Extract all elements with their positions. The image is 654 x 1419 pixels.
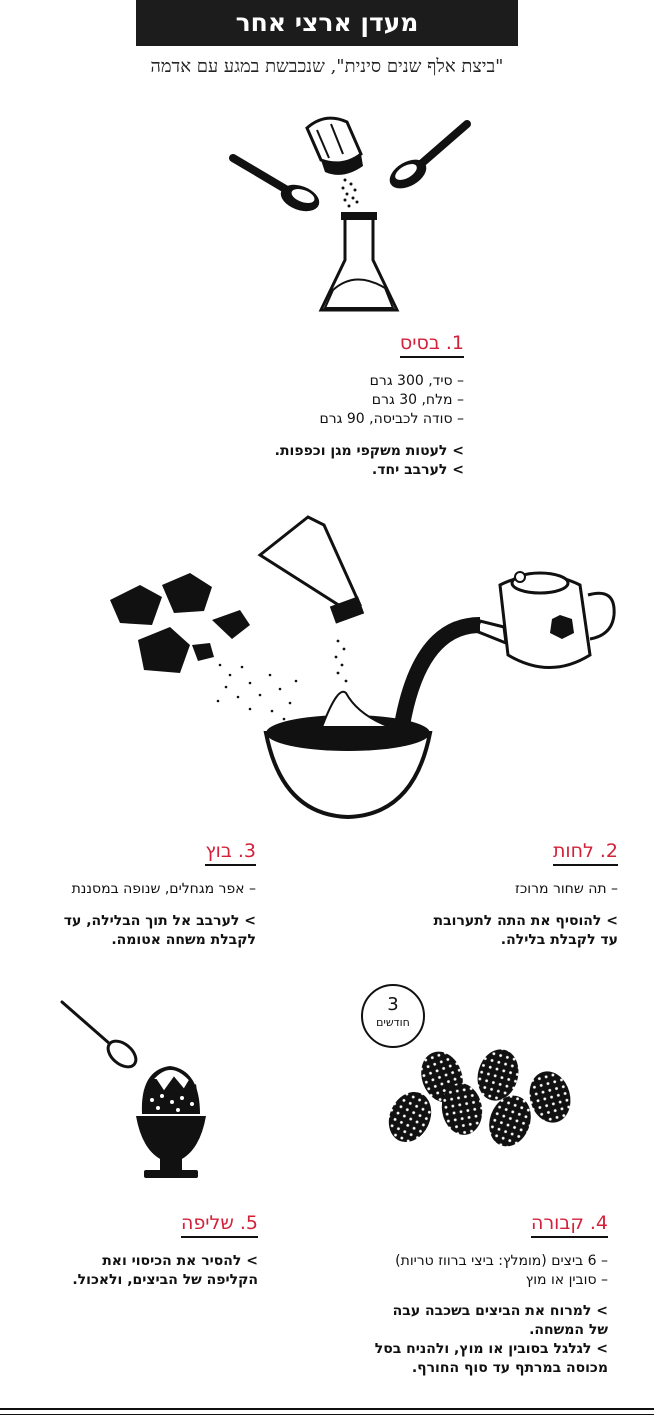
section-burial-steps bbox=[375, 1302, 608, 1378]
section-moisture-steps bbox=[434, 912, 618, 950]
step-line: הקליפה של הביצים, ולאכול. bbox=[72, 1272, 258, 1288]
egg-cup-icon bbox=[136, 1066, 206, 1178]
step-line: > להוסיף את התה לתערובת bbox=[433, 913, 618, 929]
ash-dust bbox=[217, 664, 298, 721]
section-mud-ingredients bbox=[72, 880, 256, 899]
section-base-title: 1. בסיס bbox=[400, 332, 464, 358]
step-line: > לערבב יחד. bbox=[371, 462, 464, 478]
ingredient-line: – סודה לכביסה, 90 גרם bbox=[319, 411, 464, 427]
section-burial-ingredients bbox=[395, 1252, 608, 1290]
bottom-divider bbox=[0, 1414, 654, 1415]
section-base-steps bbox=[275, 442, 464, 480]
spoon-icon bbox=[62, 1002, 141, 1072]
page-title: מעדן ארצי אחר bbox=[136, 0, 518, 46]
bottom-divider bbox=[0, 1408, 654, 1410]
page-subtitle: "ביצת אלף שנים סינית", שנכבשת במגע עם אדמה bbox=[150, 56, 504, 77]
ingredient-line: – סיד, 300 גרם bbox=[369, 373, 464, 389]
ingredient-line: – מלח, 30 גרם bbox=[371, 392, 464, 408]
mix-illustration bbox=[100, 515, 620, 825]
duration-badge bbox=[361, 984, 425, 1048]
teapot-icon bbox=[402, 572, 614, 725]
duration-number: 3 bbox=[387, 994, 399, 1015]
section-moisture-ingredients bbox=[515, 880, 618, 899]
step-line: של המשחה. bbox=[529, 1322, 608, 1338]
section-burial-title: 4. קבורה bbox=[531, 1212, 608, 1238]
base-illustration bbox=[225, 110, 475, 320]
ingredient-line: – 6 ביצים (מומלץ: ביצי ברווז טריות) bbox=[395, 1253, 608, 1269]
spoon-icon bbox=[385, 124, 467, 194]
spoon-icon bbox=[233, 158, 323, 216]
ingredient-line: – אפר מגחלים, שנופה במסננת bbox=[71, 881, 256, 897]
step-line: > למרוח את הביצים בשכבה עבה bbox=[392, 1303, 608, 1319]
ingredient-line: – תה שחור מרוכז bbox=[515, 881, 618, 897]
step-line: עד לקבלת בלילה. bbox=[500, 932, 618, 948]
step-line: > להסיר את הכיסוי ואת bbox=[102, 1253, 258, 1269]
section-peel-title: 5. שליפה bbox=[181, 1212, 258, 1238]
sieve-icon bbox=[260, 517, 364, 682]
duration-unit: חודשים bbox=[376, 1016, 410, 1029]
section-moisture-title: 2. לחות bbox=[553, 840, 618, 866]
charcoal-icon bbox=[110, 573, 250, 673]
step-line: > לערבב אל תוך הבלילה, עד bbox=[63, 913, 256, 929]
flask-icon bbox=[321, 212, 397, 310]
step-line: > לגלגל בסובין או מוץ, ולהניח בסל bbox=[374, 1341, 608, 1357]
step-line: > לעטות משקפי מגן וכפפות. bbox=[274, 443, 464, 459]
section-base-ingredients bbox=[319, 372, 464, 429]
step-line: מכוסה במרתף עד סוף החורף. bbox=[411, 1360, 608, 1376]
step-line: לקבלת משחה אטומה. bbox=[111, 932, 256, 948]
egg-cup-illustration bbox=[60, 1000, 230, 1190]
section-mud-title: 3. בוץ bbox=[205, 840, 256, 866]
ingredient-line: – סובין או מוץ bbox=[525, 1272, 608, 1288]
eggs-icon bbox=[380, 1045, 580, 1155]
section-mud-steps bbox=[64, 912, 256, 950]
section-peel-steps bbox=[72, 1252, 258, 1290]
